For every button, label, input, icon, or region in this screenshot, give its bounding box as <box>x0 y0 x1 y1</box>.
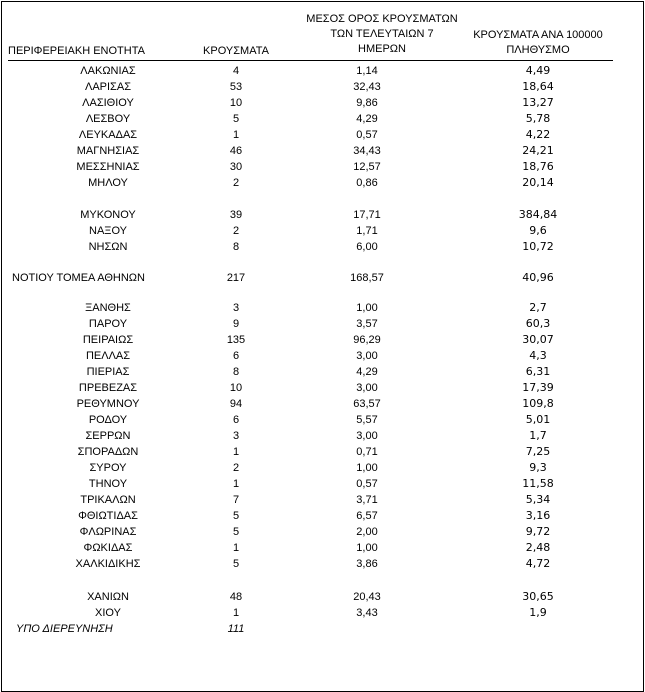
header-avg-line-1: ΜΕΣΟΣ ΟΡΟΣ ΚΡΟΥΣΜΑΤΩΝ <box>306 13 458 25</box>
header-avg-line-3: ΗΜΕΡΩΝ <box>358 43 406 55</box>
per-100k-cell: 10,72 <box>522 240 554 253</box>
region-name-cell: ΠΙΕΡΙΑΣ <box>86 366 130 378</box>
weekly-average-cell: 1,71 <box>356 225 378 237</box>
weekly-average-cell: 4,29 <box>356 113 378 125</box>
per-100k-cell: 11,58 <box>522 477 554 490</box>
table-row <box>0 111 645 127</box>
table-row <box>0 492 645 508</box>
per-100k-cell: 2,7 <box>529 301 547 314</box>
weekly-average-cell: 3,71 <box>356 494 378 506</box>
under-investigation-cases: 111 <box>227 623 245 635</box>
table-row <box>0 332 645 348</box>
per-100k-cell: 13,27 <box>522 96 554 109</box>
per-100k-cell: 20,14 <box>522 176 554 189</box>
region-name-cell: ΦΛΩΡΙΝΑΣ <box>79 526 137 538</box>
region-name-cell: ΧΑΛΚΙΔΙΚΗΣ <box>75 558 141 570</box>
region-name-cell: ΝΗΣΩΝ <box>88 241 128 253</box>
table-row <box>0 239 645 255</box>
weekly-average-cell: 3,00 <box>356 382 378 394</box>
table-row <box>0 316 645 332</box>
per-100k-cell: 5,78 <box>525 112 551 125</box>
weekly-average-cell: 3,00 <box>356 350 378 362</box>
region-name-cell: ΠΑΡΟΥ <box>88 318 128 330</box>
per-100k-cell: 30,07 <box>522 333 554 346</box>
cases-cell: 5 <box>232 113 240 125</box>
region-name-cell: ΛΑΣΙΘΙΟΥ <box>82 97 134 109</box>
region-name-cell: ΝΟΤΙΟΥ ΤΟΜΕΑ ΑΘΗΝΩΝ <box>12 272 145 284</box>
cases-cell: 1 <box>232 446 240 458</box>
cases-cell: 1 <box>232 542 240 554</box>
weekly-average-cell: 3,43 <box>356 607 378 619</box>
cases-cell: 9 <box>232 318 240 330</box>
cases-cell: 1 <box>232 478 240 490</box>
weekly-average-cell: 17,71 <box>353 209 381 221</box>
table-row <box>0 380 645 396</box>
table-row <box>0 508 645 524</box>
table-row <box>0 476 645 492</box>
weekly-average-cell: 1,00 <box>356 542 378 554</box>
header-per-line-2: ΠΛΗΘΥΣΜΟ <box>506 44 570 56</box>
table-row <box>0 63 645 79</box>
cases-cell: 135 <box>226 334 246 346</box>
table-row <box>0 127 645 143</box>
per-100k-cell: 1,9 <box>529 606 547 619</box>
weekly-average-cell: 3,57 <box>356 318 378 330</box>
cases-cell: 7 <box>232 494 240 506</box>
weekly-average-cell: 96,29 <box>353 334 381 346</box>
cases-cell: 53 <box>229 81 243 93</box>
under-investigation-row <box>0 621 645 637</box>
region-name-cell: ΜΑΓΝΗΣΙΑΣ <box>76 145 140 157</box>
cases-cell: 3 <box>232 430 240 442</box>
cases-cell: 5 <box>232 510 240 522</box>
region-name-cell: ΠΕΙΡΑΙΩΣ <box>82 334 134 346</box>
per-100k-cell: 9,3 <box>529 461 547 474</box>
weekly-average-cell: 0,86 <box>356 177 378 189</box>
weekly-average-cell: 0,57 <box>356 129 378 141</box>
table-row <box>0 270 645 286</box>
header-cases: ΚΡΟΥΣΜΑΤΑ <box>203 45 269 57</box>
table-row <box>0 396 645 412</box>
weekly-average-cell: 2,00 <box>356 526 378 538</box>
cases-cell: 94 <box>229 398 243 410</box>
per-100k-cell: 2,48 <box>525 541 551 554</box>
table-row <box>0 428 645 444</box>
cases-cell: 10 <box>229 97 243 109</box>
cases-cell: 5 <box>232 526 240 538</box>
region-name-cell: ΛΑΡΙΣΑΣ <box>84 81 131 93</box>
per-100k-cell: 4,22 <box>525 128 551 141</box>
region-name-cell: ΜΕΣΣΗΝΙΑΣ <box>76 161 140 173</box>
per-100k-cell: 1,7 <box>529 429 547 442</box>
region-name-cell: ΧΙΟΥ <box>95 607 121 619</box>
per-100k-cell: 3,16 <box>525 509 551 522</box>
region-name-cell: ΣΠΟΡΑΔΩΝ <box>77 446 139 458</box>
weekly-average-cell: 6,00 <box>356 241 378 253</box>
table-row <box>0 460 645 476</box>
weekly-average-cell: 1,00 <box>356 302 378 314</box>
cases-cell: 2 <box>232 177 240 189</box>
header-avg-line-2: ΤΩΝ ΤΕΛΕΥΤΑΙΩΝ 7 <box>330 28 434 40</box>
header-per-100k <box>453 28 623 58</box>
region-name-cell: ΠΕΛΛΑΣ <box>85 350 131 362</box>
cases-cell: 1 <box>232 607 240 619</box>
weekly-average-cell: 34,43 <box>353 145 381 157</box>
per-100k-cell: 5,34 <box>525 493 551 506</box>
cases-cell: 1 <box>232 129 240 141</box>
cases-cell: 4 <box>232 65 240 77</box>
per-100k-cell: 18,64 <box>522 80 554 93</box>
weekly-average-cell: 0,57 <box>356 478 378 490</box>
region-name-cell: ΛΑΚΩΝΙΑΣ <box>80 65 136 77</box>
region-name-cell: ΞΑΝΘΗΣ <box>85 302 131 314</box>
table-row <box>0 540 645 556</box>
table-row <box>0 524 645 540</box>
table-row <box>0 589 645 605</box>
cases-cell: 48 <box>229 591 243 603</box>
cases-cell: 8 <box>232 241 240 253</box>
cases-cell: 3 <box>232 302 240 314</box>
per-100k-cell: 6,31 <box>525 365 551 378</box>
table-row <box>0 207 645 223</box>
weekly-average-cell: 9,86 <box>356 97 378 109</box>
per-100k-cell: 7,25 <box>525 445 551 458</box>
under-investigation-label: ΥΠΟ ΔΙΕΡΕΥΝΗΣΗ <box>16 623 113 635</box>
cases-cell: 46 <box>229 145 243 157</box>
weekly-average-cell: 63,57 <box>353 398 381 410</box>
cases-cell: 39 <box>229 209 243 221</box>
region-name-cell: ΣΥΡΟΥ <box>89 462 127 474</box>
region-name-cell: ΠΡΕΒΕΖΑΣ <box>78 382 138 394</box>
region-name-cell: ΣΕΡΡΩΝ <box>85 430 131 442</box>
table-row <box>0 556 645 572</box>
weekly-average-cell: 32,43 <box>353 81 381 93</box>
table-row <box>0 412 645 428</box>
region-name-cell: ΛΕΥΚΑΔΑΣ <box>78 129 138 141</box>
table-row <box>0 79 645 95</box>
cases-cell: 10 <box>229 382 243 394</box>
cases-cell: 2 <box>232 225 240 237</box>
region-name-cell: ΝΑΞΟΥ <box>89 225 127 237</box>
table-row <box>0 95 645 111</box>
header-region: ΠΕΡΙΦΕΡΕΙΑΚΗ ΕΝΟΤΗΤΑ <box>8 45 145 57</box>
per-100k-cell: 5,01 <box>525 413 551 426</box>
per-100k-cell: 9,72 <box>525 525 551 538</box>
per-100k-cell: 18,76 <box>522 160 554 173</box>
per-100k-cell: 9,6 <box>529 224 547 237</box>
weekly-average-cell: 0,71 <box>356 446 378 458</box>
region-name-cell: ΡΕΘΥΜΝΟΥ <box>76 398 140 410</box>
weekly-average-cell: 3,86 <box>356 558 378 570</box>
table-row <box>0 300 645 316</box>
cases-cell: 8 <box>232 366 240 378</box>
header-per-line-1: ΚΡΟΥΣΜΑΤΑ ΑΝΑ 100000 <box>473 29 603 41</box>
region-name-cell: ΧΑΝΙΩΝ <box>87 591 129 603</box>
per-100k-cell: 40,96 <box>522 271 554 284</box>
region-name-cell: ΜΥΚΟΝΟΥ <box>80 209 136 221</box>
table-row <box>0 444 645 460</box>
weekly-average-cell: 3,00 <box>356 430 378 442</box>
region-name-cell: ΦΘΙΩΤΙΔΑΣ <box>78 510 138 522</box>
weekly-average-cell: 168,57 <box>350 272 384 284</box>
per-100k-cell: 384,84 <box>518 208 558 221</box>
per-100k-cell: 60,3 <box>525 317 551 330</box>
table-row <box>0 605 645 621</box>
table-row <box>0 223 645 239</box>
weekly-average-cell: 6,57 <box>356 510 378 522</box>
table-row <box>0 348 645 364</box>
region-name-cell: ΤΗΝΟΥ <box>88 478 128 490</box>
table-row <box>0 364 645 380</box>
cases-cell: 30 <box>229 161 243 173</box>
weekly-average-cell: 20,43 <box>353 591 381 603</box>
per-100k-cell: 4,49 <box>525 64 551 77</box>
region-name-cell: ΜΗΛΟΥ <box>88 177 128 189</box>
per-100k-cell: 30,65 <box>522 590 554 603</box>
per-100k-cell: 4,3 <box>529 349 547 362</box>
cases-cell: 6 <box>232 350 240 362</box>
weekly-average-cell: 1,14 <box>356 65 378 77</box>
per-100k-cell: 24,21 <box>522 144 554 157</box>
header-rule <box>8 60 613 61</box>
weekly-average-cell: 1,00 <box>356 462 378 474</box>
per-100k-cell: 109,8 <box>522 397 554 410</box>
table-row <box>0 159 645 175</box>
cases-cell: 5 <box>232 558 240 570</box>
region-name-cell: ΛΕΣΒΟΥ <box>85 113 131 125</box>
cases-cell: 2 <box>232 462 240 474</box>
region-name-cell: ΡΟΔΟΥ <box>88 414 128 426</box>
table-row <box>0 143 645 159</box>
cases-cell: 217 <box>226 272 246 284</box>
region-name-cell: ΤΡΙΚΑΛΩΝ <box>80 494 136 506</box>
weekly-average-cell: 4,29 <box>356 366 378 378</box>
weekly-average-cell: 12,57 <box>353 161 381 173</box>
cases-cell: 6 <box>232 414 240 426</box>
per-100k-cell: 17,39 <box>522 381 554 394</box>
weekly-average-cell: 5,57 <box>356 414 378 426</box>
per-100k-cell: 4,72 <box>525 557 551 570</box>
header-weekly-average <box>296 12 468 57</box>
table-row <box>0 175 645 191</box>
region-name-cell: ΦΩΚΙΔΑΣ <box>83 542 133 554</box>
